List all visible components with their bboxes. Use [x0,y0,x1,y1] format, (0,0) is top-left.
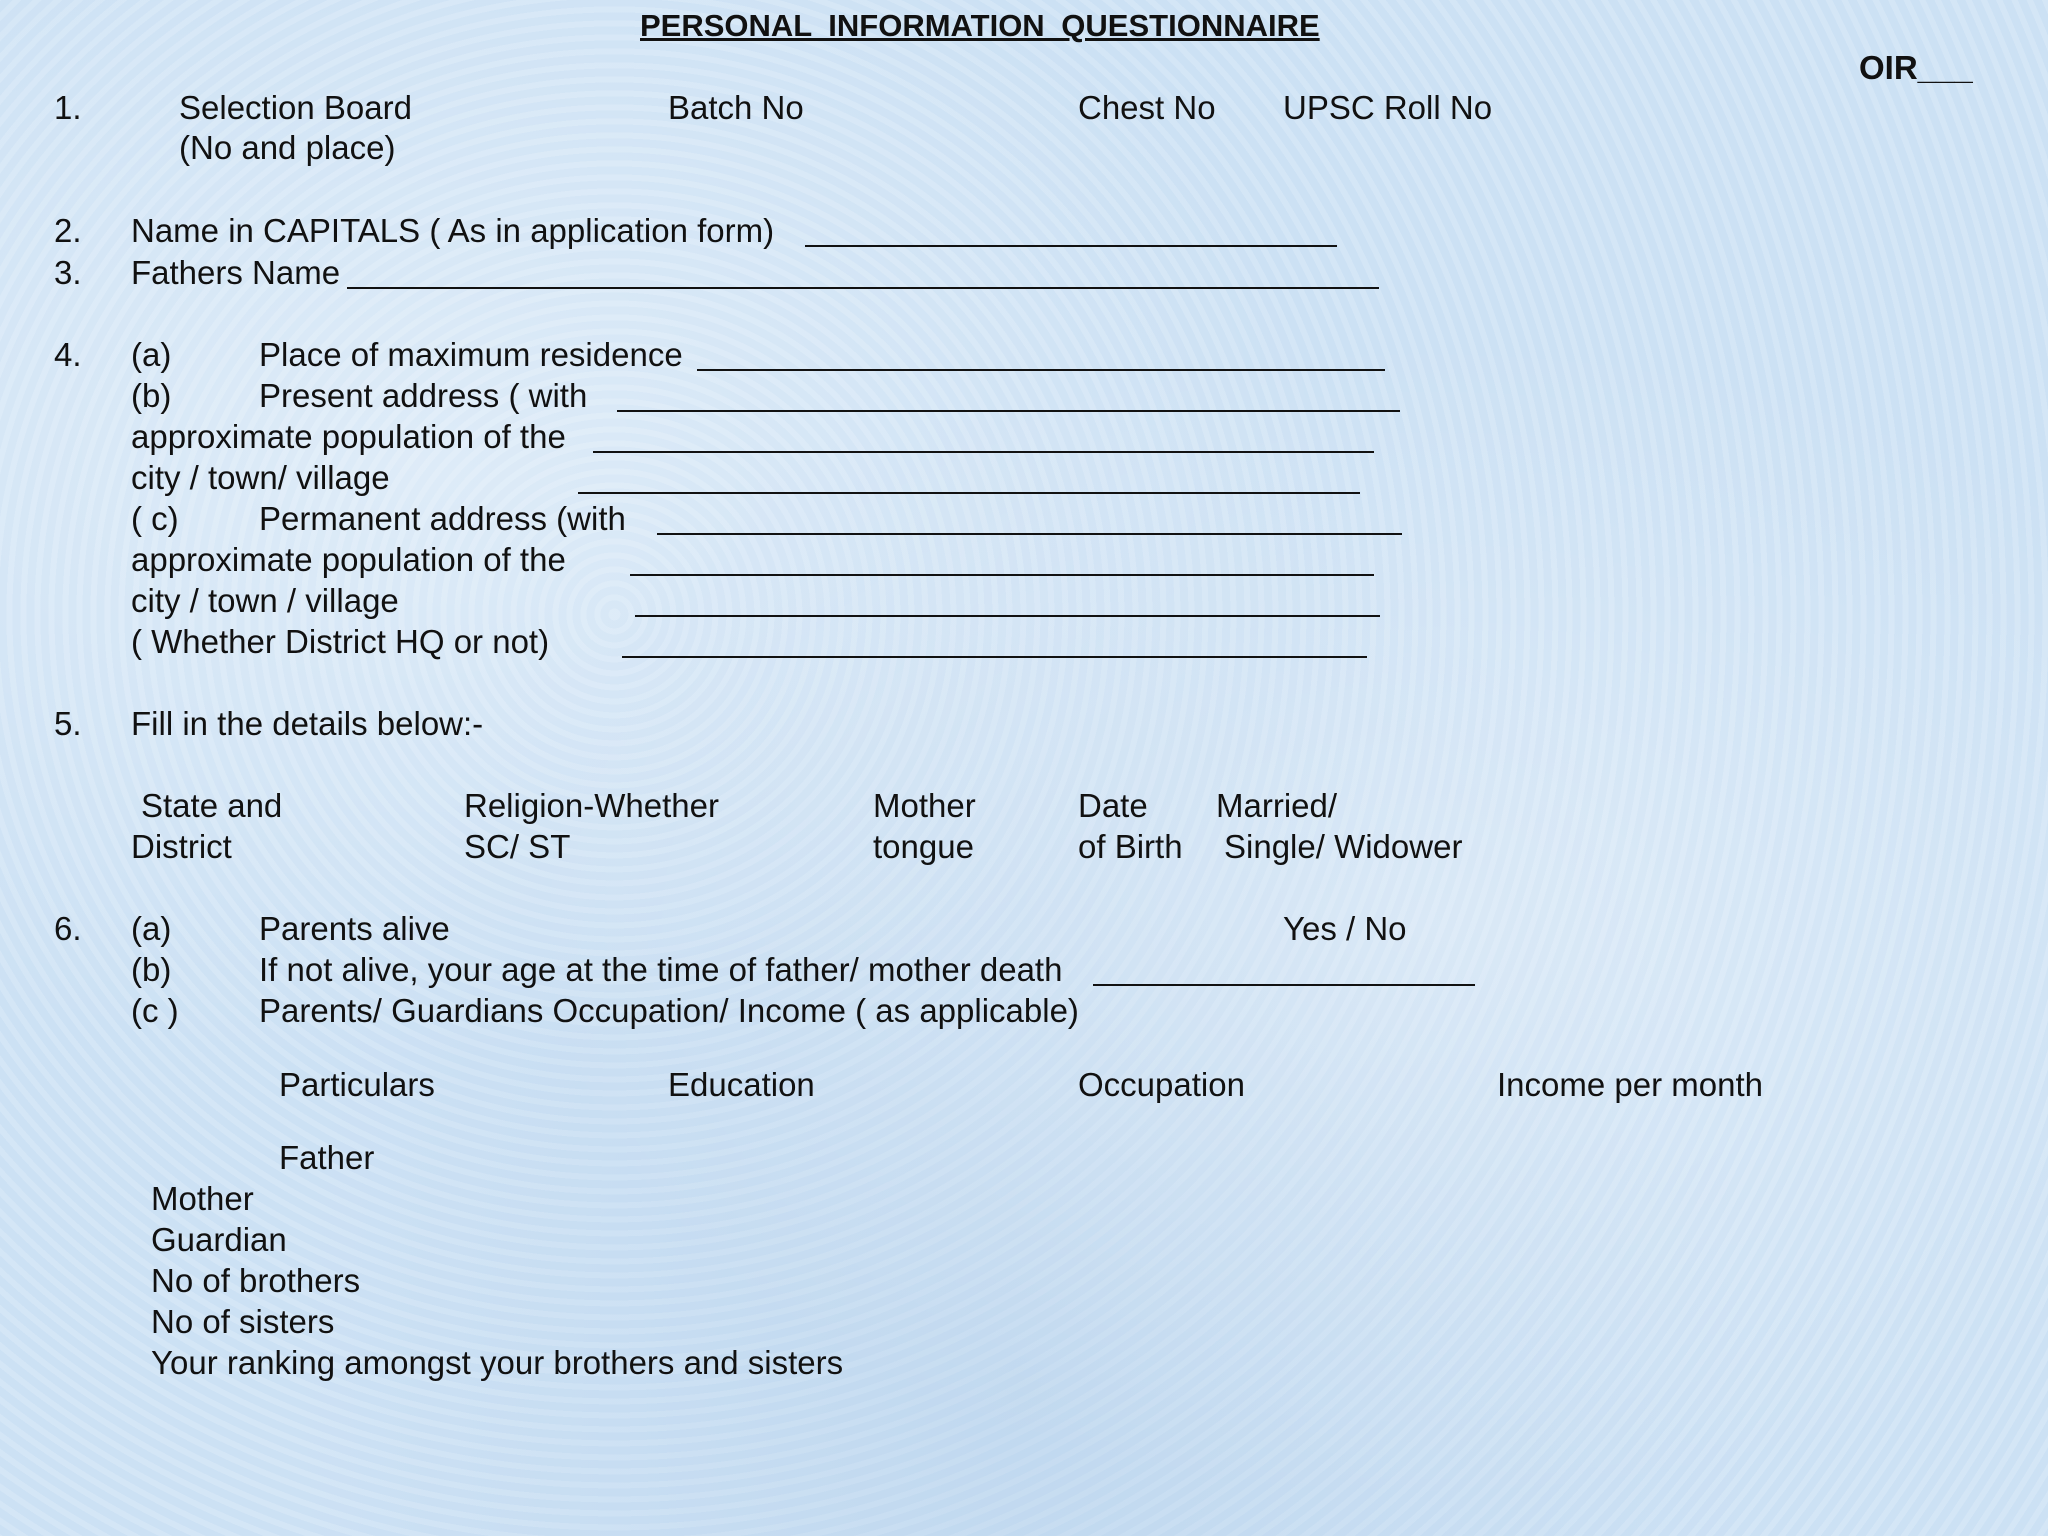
permanent-address-field-1[interactable] [657,533,1402,535]
upsc-roll-label: UPSC Roll No [1283,89,1493,126]
present-population-label: approximate population of the [131,418,566,455]
q4c-mark: ( c) [131,500,179,537]
present-address-field-3[interactable] [578,492,1360,494]
name-capitals-label: Name in CAPITALS ( As in application form) [131,212,775,249]
permanent-city-label: city / town / village [131,582,399,619]
parents-alive-label: Parents alive [259,910,450,947]
age-at-death-field[interactable] [1093,984,1475,986]
q6a-mark: (a) [131,910,172,947]
oir-field[interactable]: OIR___ [1859,49,1973,86]
permanent-population-label: approximate population of the [131,541,566,578]
selection-board-label: Selection Board [179,89,412,126]
q4a-mark: (a) [131,336,172,373]
row-ranking: Your ranking amongst your brothers and sisters [151,1344,844,1381]
parents-alive-answer[interactable]: Yes / No [1283,910,1407,947]
header-education: Education [668,1066,815,1103]
present-address-label: Present address ( with [259,377,588,414]
chest-no-label: Chest No [1078,89,1216,126]
q6-number: 6. [54,910,82,947]
no-and-place-label: (No and place) [179,129,396,166]
fill-details-label: Fill in the details below:- [131,705,484,742]
row-mother: Mother [151,1180,254,1217]
present-address-field-2[interactable] [593,451,1374,453]
col-tongue-line1: Mother [873,787,976,824]
col-state-line1: State and [141,787,283,824]
q5-number: 5. [54,705,82,742]
col-marital-line1: Married/ [1216,787,1338,824]
row-sisters: No of sisters [151,1303,335,1340]
fathers-name-field[interactable] [347,287,1379,289]
q4b-mark: (b) [131,377,172,414]
col-religion-line2: SC/ ST [464,828,571,865]
q2-number: 2. [54,212,82,249]
q6b-mark: (b) [131,951,172,988]
max-residence-label: Place of maximum residence [259,336,683,373]
header-occupation: Occupation [1078,1066,1245,1103]
q3-number: 3. [54,254,82,291]
fathers-name-label: Fathers Name [131,254,341,291]
col-dob-line1: Date [1078,787,1148,824]
permanent-address-field-3[interactable] [635,615,1380,617]
q6c-mark: (c ) [131,992,179,1029]
col-state-line2: District [131,828,232,865]
row-guardian: Guardian [151,1221,287,1258]
present-address-field-1[interactable] [617,410,1400,412]
row-brothers: No of brothers [151,1262,361,1299]
col-dob-line2: of Birth [1078,828,1183,865]
permanent-address-field-2[interactable] [630,574,1374,576]
header-particulars: Particulars [279,1066,435,1103]
q1-number: 1. [54,89,82,126]
occupation-income-label: Parents/ Guardians Occupation/ Income ( as applicable) [259,992,1079,1029]
col-marital-line2: Single/ Widower [1224,828,1463,865]
page-title: PERSONAL INFORMATION QUESTIONNAIRE [640,8,1320,43]
row-father: Father [279,1139,375,1176]
col-tongue-line2: tongue [873,828,974,865]
age-at-death-label: If not alive, your age at the time of father/ mother death [259,951,1063,988]
district-hq-field[interactable] [622,656,1367,658]
max-residence-field[interactable] [697,369,1385,371]
present-city-label: city / town/ village [131,459,390,496]
batch-no-label: Batch No [668,89,804,126]
q4-number: 4. [54,336,82,373]
permanent-address-label: Permanent address (with [259,500,626,537]
district-hq-label: ( Whether District HQ or not) [131,623,550,660]
name-field[interactable] [805,245,1337,247]
col-religion-line1: Religion-Whether [464,787,719,824]
header-income: Income per month [1497,1066,1763,1103]
